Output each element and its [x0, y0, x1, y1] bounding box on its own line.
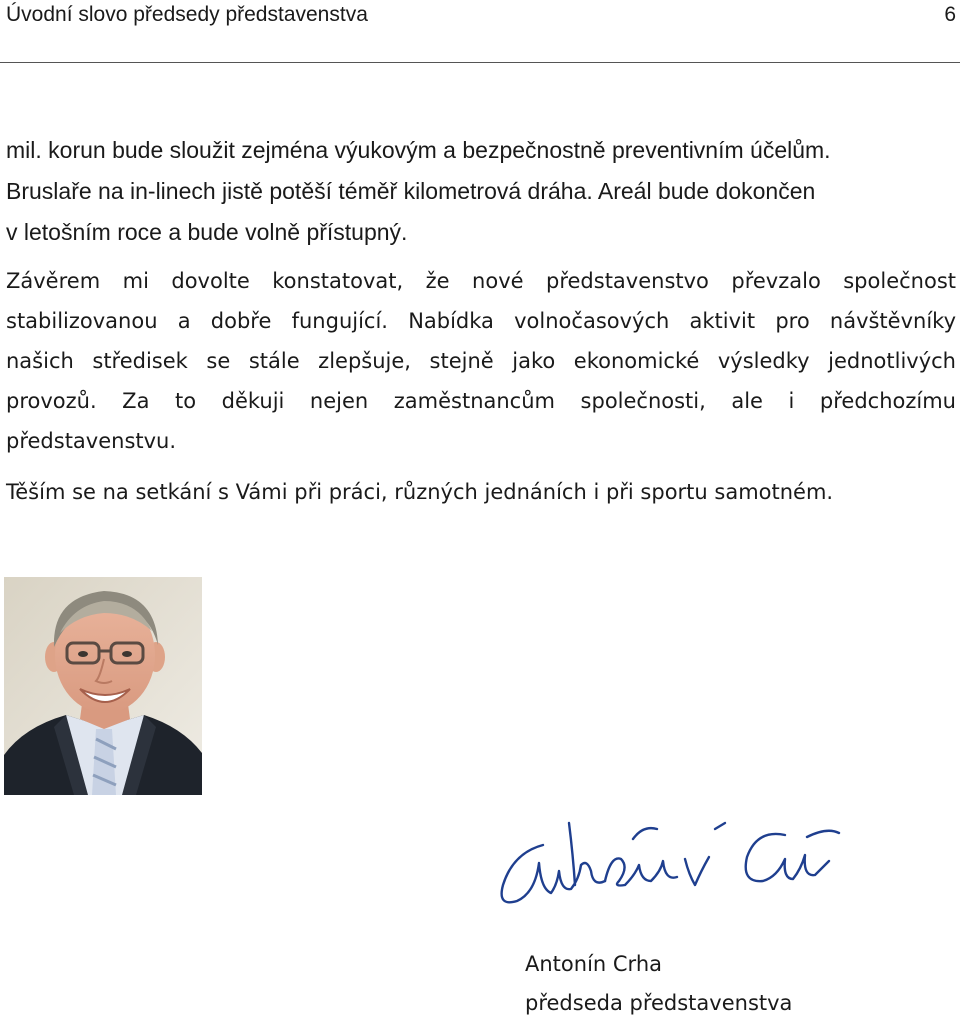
signatory-name: Antonín Crha: [525, 952, 662, 976]
page-header: [6, 2, 956, 32]
paragraph-line: v letošním roce a bude volně přístupný.: [6, 219, 408, 245]
handwritten-signature: [495, 815, 845, 925]
page-number: 6: [944, 3, 956, 26]
paragraph-line: představenstvu.: [6, 429, 177, 453]
paragraph-line: Závěrem mi dovolte konstatovat, že nové představenstvo převzalo společnost: [6, 269, 956, 293]
header-divider: [0, 62, 960, 63]
signatory-position: předseda představenstva: [525, 991, 793, 1015]
paragraph-conclusion: [6, 261, 956, 461]
paragraph-closing: Těším se na setkání s Vámi při práci, různých jednáních i při sportu samotném.: [6, 480, 834, 504]
chairman-portrait-photo: [4, 577, 202, 795]
paragraph-line: provozů. Za to děkuji nejen zaměstnancům společnosti, ale i předchozímu: [6, 389, 956, 413]
paragraph-line: našich středisek se stále zlepšuje, stejně jako ekonomické výsledky jednotlivých: [6, 349, 956, 373]
paragraph-intro-continued: [6, 130, 956, 253]
paragraph-line: Bruslaře na in-linech jistě potěší téměř kilometrová dráha. Areál bude dokončen: [6, 178, 816, 204]
signatory-block: [525, 945, 792, 1023]
paragraph-line: stabilizovanou a dobře fungující. Nabídka volnočasových aktivit pro návštěvníky: [6, 309, 956, 333]
header-title: Úvodní slovo předsedy představenstva: [6, 3, 368, 26]
paragraph-line: mil. korun bude sloužit zejména výukovým a bezpečnostně preventivním účelům.: [6, 137, 831, 163]
